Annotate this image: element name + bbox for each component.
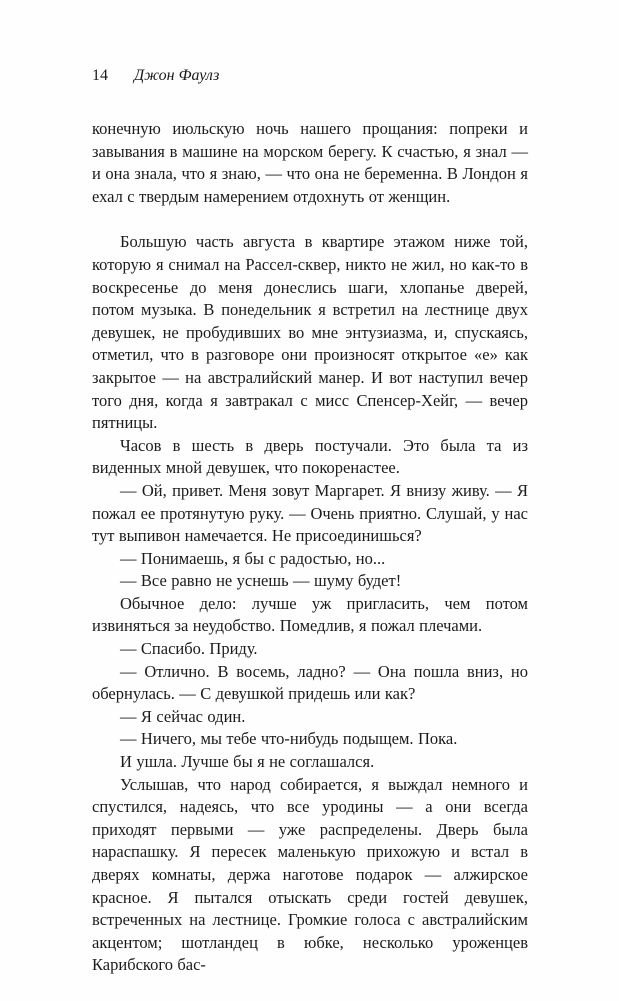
page-header — [92, 66, 528, 86]
paragraph: Услышав, что народ собирается, я выждал немного и спустился, надеясь, что все уродины — а они всегда приходят первыми — уже распределены. Дверь была нараспашку. Я пересек маленькую прихожую и встал в дверях комнаты, держа наготове подарок — алжирское красное. Я пытался отыскать среди гостей девушек, встреченных на лестнице. Громкие голоса с австралийским акцентом; шотландец в юбке, несколько уроженцев Карибского бас- — [92, 774, 528, 975]
paragraph: И ушла. Лучше бы я не соглашался. — [120, 752, 375, 772]
paragraph: конечную июльскую ночь нашего прощания: попреки и завывания в машине на морском берегу. К счастью, я знал — и она знала, что я знаю, — что она не беременна. В Лондон я ехал с твердым намерением отдохнуть от женщин. — [92, 119, 528, 206]
paragraph: — Отлично. В восемь, ладно? — Она пошла вниз, но обернулась. — С девушкой придешь или как? — [92, 661, 528, 704]
paragraph: Часов в шесть в дверь постучали. Это была та из виденных мной девушек, что покоренастее. — [92, 435, 528, 478]
page-text-body — [92, 118, 528, 977]
paragraph: Обычное дело: лучше уж пригласить, чем потом извиняться за неудобство. Помедлив, я пожал плечами. — [92, 593, 528, 636]
paragraph: — Понимаешь, я бы с радостью, но... — [120, 548, 386, 568]
paragraph: Большую часть августа в квартире этажом ниже той, которую я снимал на Рассел-сквер, никто не жил, но как-то в воскресенье до меня донеслись шаги, хлопанье дверей, потом музыка. В понедельник я встретил на лестнице двух девушек, не пробудивших во мне энтузиазма, и, спускаясь, отметил, что в разговоре они произносят открытое «е» как закрытое — на австралийский манер. И вот наступил вечер того дня, когда я завтракал с мисс Спенсер-Хейг, — вечер пятницы. — [92, 232, 528, 433]
page-number: 14 — [92, 67, 108, 84]
paragraph: — Ой, привет. Меня зовут Маргарет. Я внизу живу. — Я пожал ее протянутую руку. — Очень приятно. Слушай, у нас тут выпивон намечается. Не присоединишься? — [92, 480, 528, 546]
paragraph: — Ничего, мы тебе что-нибудь подыщем. Пока. — [120, 729, 458, 749]
paragraph: — Все равно не уснешь — шуму будет! — [120, 571, 402, 591]
paragraph: — Спасибо. Приду. — [120, 639, 258, 659]
running-title-author: Джон Фаулз — [134, 67, 220, 84]
paragraph: — Я сейчас один. — [120, 706, 246, 726]
